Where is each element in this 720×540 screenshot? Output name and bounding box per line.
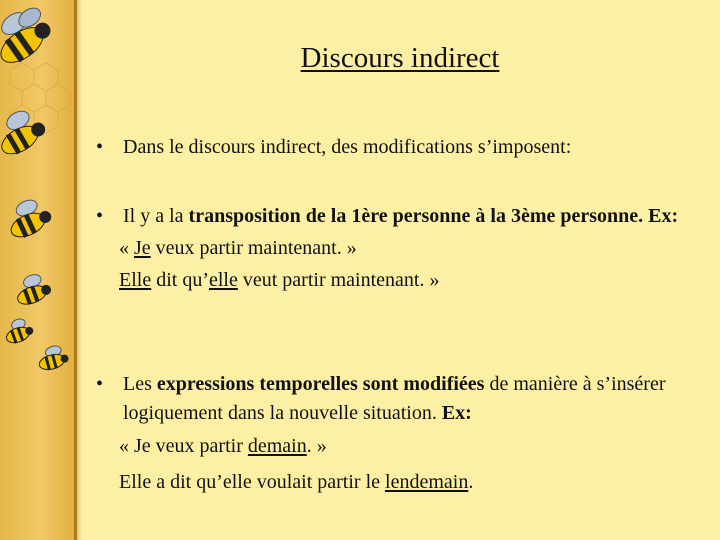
bee-icon xyxy=(0,103,50,159)
bullet-lead: Il y a la xyxy=(123,205,189,227)
slide-title: Discours indirect xyxy=(300,42,500,74)
bullet-marker: • xyxy=(96,136,104,158)
underlined-word: lendemain xyxy=(385,471,469,493)
example-rest: veux partir maintenant. » xyxy=(150,237,357,259)
example-pre: Elle a dit qu’elle voulait partir le xyxy=(119,471,386,493)
bullet-rest: de manière à s’insérer logiquement dans la nouvelle situation. xyxy=(123,373,666,424)
bullet-item-2 xyxy=(96,202,696,295)
example-direct xyxy=(119,231,696,265)
side-band-shadow xyxy=(77,0,82,540)
bullet-item-1 xyxy=(96,133,696,162)
bee-icon xyxy=(11,270,53,307)
example-post: . xyxy=(468,471,474,493)
example-label: Ex: xyxy=(441,402,472,424)
underlined-word: demain xyxy=(247,435,307,457)
example-rest: veut partir maintenant. » xyxy=(237,269,440,291)
bullet-lead: Les xyxy=(123,373,157,395)
bullet-marker: • xyxy=(96,205,104,227)
bee-icon xyxy=(36,343,71,372)
example-post: . » xyxy=(306,435,327,457)
bullet-marker: • xyxy=(96,373,104,395)
bullet-bold: expressions temporelles sont modifiées xyxy=(156,373,485,395)
underlined-word: elle xyxy=(209,269,238,291)
example-indirect xyxy=(119,265,696,295)
bullet-text: Dans le discours indirect, des modifications s’imposent: xyxy=(123,136,572,158)
bullet-text xyxy=(123,370,696,428)
underlined-word: Elle xyxy=(119,269,152,291)
bullet-bold: transposition de la 1ère personne à la 3ème personne. xyxy=(188,205,644,227)
quote-open: « xyxy=(119,237,134,259)
bee-icon xyxy=(2,315,36,345)
bullet-item-3 xyxy=(96,370,696,500)
example-direct xyxy=(119,428,696,464)
example-indirect xyxy=(119,464,696,500)
bullet-text xyxy=(123,202,696,231)
example-pre: « Je veux partir xyxy=(119,435,248,457)
underlined-word: Je xyxy=(134,237,151,259)
example-label: Ex: xyxy=(648,205,679,227)
example-mid: dit qu’ xyxy=(151,269,209,291)
decorative-side-band xyxy=(0,0,76,540)
bee-illustration xyxy=(0,0,76,540)
bee-icon xyxy=(2,194,55,242)
